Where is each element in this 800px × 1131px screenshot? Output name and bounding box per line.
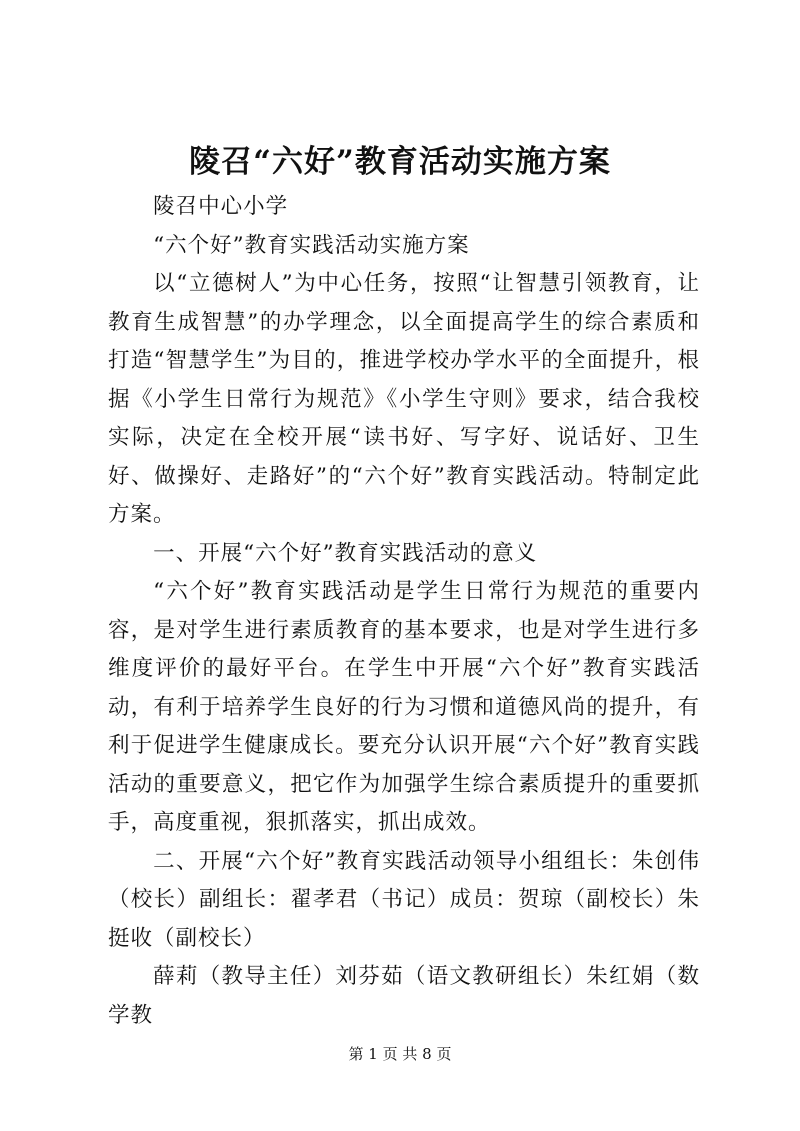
subtitle: “六个好”教育实践活动实施方案: [153, 232, 470, 258]
document-body: [108, 188, 700, 1035]
page-title: 陵召“六好”教育活动实施方案: [189, 144, 611, 180]
members-paragraph: 薛莉（教导主任）刘芬茹（语文教研组长）朱红娟（数学教: [108, 964, 700, 1028]
leadership-group-paragraph: 二、开展“六个好”教育实践活动领导小组组长：朱创伟（校长）副组长：翟孝君（书记）成员：贺琼（副校长）朱挺收（副校长）: [108, 848, 700, 951]
school-name: 陵召中心小学: [153, 194, 289, 219]
significance-paragraph: “六个好”教育实践活动是学生日常行为规范的重要内容，是对学生进行素质教育的基本要求，也是对学生进行多维度评价的最好平台。在学生中开展“六个好”教育实践活动，有利于培养学生良好的行为习惯和道德风尚的提升，有利于促进学生健康成长。要充分认识开展“六个好”教育实践活动的重要意义，把它作为加强学生综合素质提升的重要抓手，高度重视，狠抓落实，抓出成效。: [108, 579, 700, 835]
page-footer: 第 1 页 共 8 页: [348, 1045, 452, 1063]
section-heading-significance: 一、开展“六个好”教育实践活动的意义: [153, 540, 538, 566]
intro-paragraph: 以“立德树人”为中心任务，按照“让智慧引领教育，让教育生成智慧”的办学理念，以全面提高学生的综合素质和打造“智慧学生”为目的，推进学校办学水平的全面提升，根据《小学生日常行为规范》《小学生守则》要求，结合我校实际，决定在全校开展“读书好、写字好、说话好、卫生好、做操好、走路好”的“六个好”教育实践活动。特制定此方案。: [108, 271, 700, 527]
